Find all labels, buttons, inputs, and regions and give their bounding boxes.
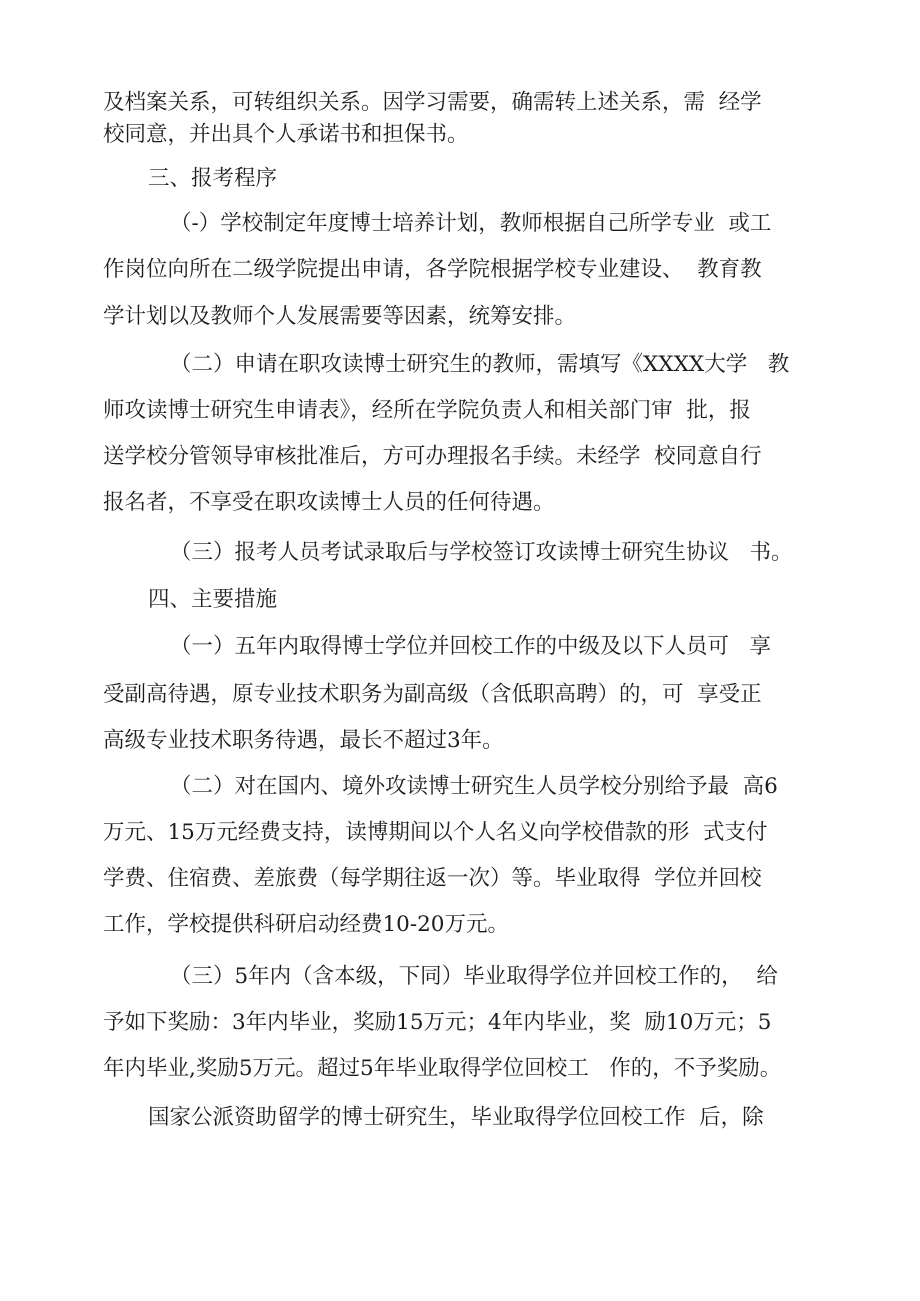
paragraph-line: 学计划以及教师个人发展需要等因素，统筹安排。 (103, 304, 577, 329)
paragraph-line: 年内毕业,奖励5万元。超过5年毕业取得学位回校工 作的，不予奖励。 (103, 1056, 782, 1081)
paragraph-line: （三）5年内（含本级，下同）毕业取得学位并回校工作的， 给 (170, 964, 778, 989)
section-heading-application-procedure: 三、报考程序 (148, 166, 278, 191)
paragraph-line: 万元、15万元经费支持，读博期间以个人名义向学校借款的形 式支付 (103, 820, 768, 845)
paragraph-line: 送学校分管领导审核批准后，方可办理报名手续。未经学 校同意自行 (103, 444, 762, 469)
paragraph-line: （二）申请在职攻读博士研究生的教师，需填写《XXXX大学 教 (170, 352, 790, 377)
paragraph-line: （一）五年内取得博士学位并回校工作的中级及以下人员可 享 (170, 634, 772, 659)
paragraph-line: 国家公派资助留学的博士研究生，毕业取得学位回校工作 后，除 (148, 1105, 764, 1130)
paragraph-line: 师攻读博士研究生申请表》，经所在学院负责人和相关部门审 批，报 (103, 398, 751, 423)
paragraph-line: 高级专业技术职务待遇，最长不超过3年。 (103, 728, 504, 753)
paragraph-line: （-）学校制定年度博士培养计划，教师根据自己所学专业 或工 (170, 211, 772, 236)
paragraph-line: 受副高待遇，原专业技术职务为副高级（含低职高聘）的，可 享受正 (103, 682, 762, 707)
paragraph-line: 作岗位向所在二级学院提出申请，各学院根据学校专业建设、 教育教 (103, 257, 762, 282)
paragraph-line: 及档案关系，可转组织关系。因学习需要，确需转上述关系，需 经学 (103, 90, 762, 115)
paragraph-line: 校同意，并出具个人承诺书和担保书。 (103, 122, 469, 147)
paragraph-line: （二）对在国内、境外攻读博士研究生人员学校分别给予最 高6 (170, 774, 778, 799)
paragraph-line: 工作，学校提供科研启动经费10-20万元。 (103, 912, 509, 937)
paragraph-line: 学费、住宿费、差旅费（每学期往返一次）等。毕业取得 学位并回校 (103, 866, 762, 891)
paragraph-line: （三）报考人员考试录取后与学校签订攻读博士研究生协议 书。 (170, 540, 793, 565)
paragraph-line: 予如下奖励：3年内毕业，奖励15万元；4年内毕业，奖 励10万元；5 (103, 1010, 772, 1035)
paragraph-line: 报名者，不享受在职攻读博士人员的任何待遇。 (103, 490, 555, 515)
section-heading-main-measures: 四、主要措施 (148, 587, 278, 612)
